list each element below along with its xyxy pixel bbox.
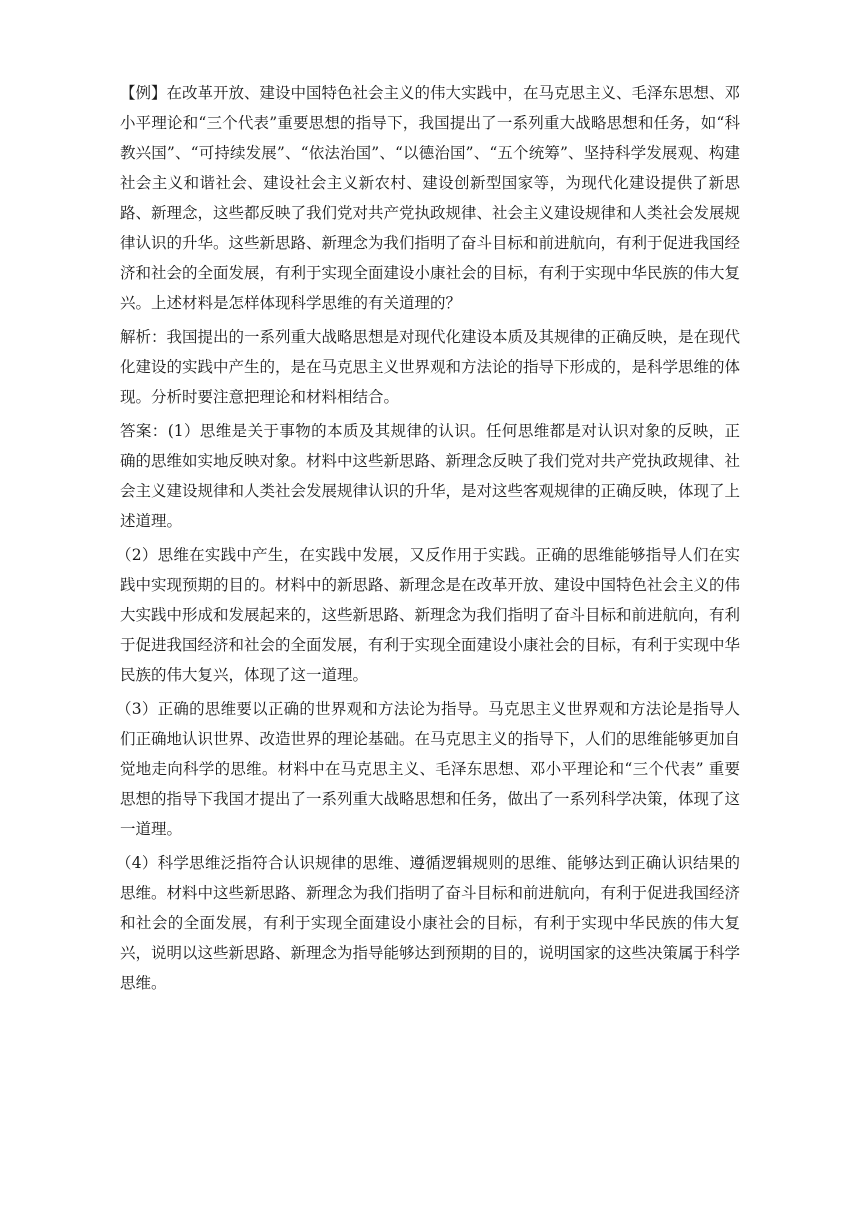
example-question-paragraph: 【例】在改革开放、建设中国特色社会主义的伟大实践中，在马克思主义、毛泽东思想、邓小平理论和“三个代表”重要思想的指导下，我国提出了一系列重大战略思想和任务，如“科教兴国”、“可持续发展”、“依法治国”、“以德治国”、“五个统筹”、坚持科学发展观、构建社会主义和谐社会、建设社会主义新农村、建设创新型国家等，为现代化建设提供了新思路、新理念，这些都反映了我们党对共产党执政规律、社会主义建设规律和人类社会发展规律认识的升华。这些新思路、新理念为我们指明了奋斗目标和前进航向，有利于促进我国经济和社会的全面发展，有利于实现全面建设小康社会的目标，有利于实现中华民族的伟大复兴。上述材料是怎样体现科学思维的有关道理的？ <box>120 84 741 312</box>
answer-point-1-paragraph: 答案：(1）思维是关于事物的本质及其规律的认识。任何思维都是对认识对象的反映，正确的思维如实地反映对象。材料中这些新思路、新理念反映了我们党对共产党执政规律、社会主义建设规律和人类社会发展规律认识的升华，是对这些客观规律的正确反映，体现了上述道理。 <box>120 422 741 530</box>
document-page <box>116 78 741 1002</box>
answer-point-4-paragraph: （4）科学思维泛指符合认识规律的思维、遵循逻辑规则的思维、能够达到正确认识结果的思维。材料中这些新思路、新理念为我们指明了奋斗目标和前进航向，有利于促进我国经济和社会的全面发展，有利于实现全面建设小康社会的目标，有利于实现中华民族的伟大复兴，说明以这些新思路、新理念为指导能够达到预期的目的，说明国家的这些决策属于科学思维。 <box>116 854 741 992</box>
answer-point-2-paragraph: （2）思维在实践中产生，在实践中发展，又反作用于实践。正确的思维能够指导人们在实践中实现预期的目的。材料中的新思路、新理念是在改革开放、建设中国特色社会主义的伟大实践中形成和发展起来的，这些新思路、新理念为我们指明了奋斗目标和前进航向，有利于促进我国经济和社会的全面发展，有利于实现全面建设小康社会的目标，有利于实现中华民族的伟大复兴，体现了这一道理。 <box>116 546 741 684</box>
answer-point-3-paragraph: （3）正确的思维要以正确的世界观和方法论为指导。马克思主义世界观和方法论是指导人们正确地认识世界、改造世界的理论基础。在马克思主义的指导下，人们的思维能够更加自觉地走向科学的思维。材料中在马克思主义、毛泽东思想、邓小平理论和“三个代表” 重要思想的指导下我国才提出了一系列重大战略思想和任务，做出了一系列科学决策，体现了这一道理。 <box>116 700 741 838</box>
analysis-paragraph: 解析：我国提出的一系列重大战略思想是对现代化建设本质及其规律的正确反映，是在现代化建设的实践中产生的，是在马克思主义世界观和方法论的指导下形成的，是科学思维的体现。分析时要注意把理论和材料相结合。 <box>120 328 741 406</box>
